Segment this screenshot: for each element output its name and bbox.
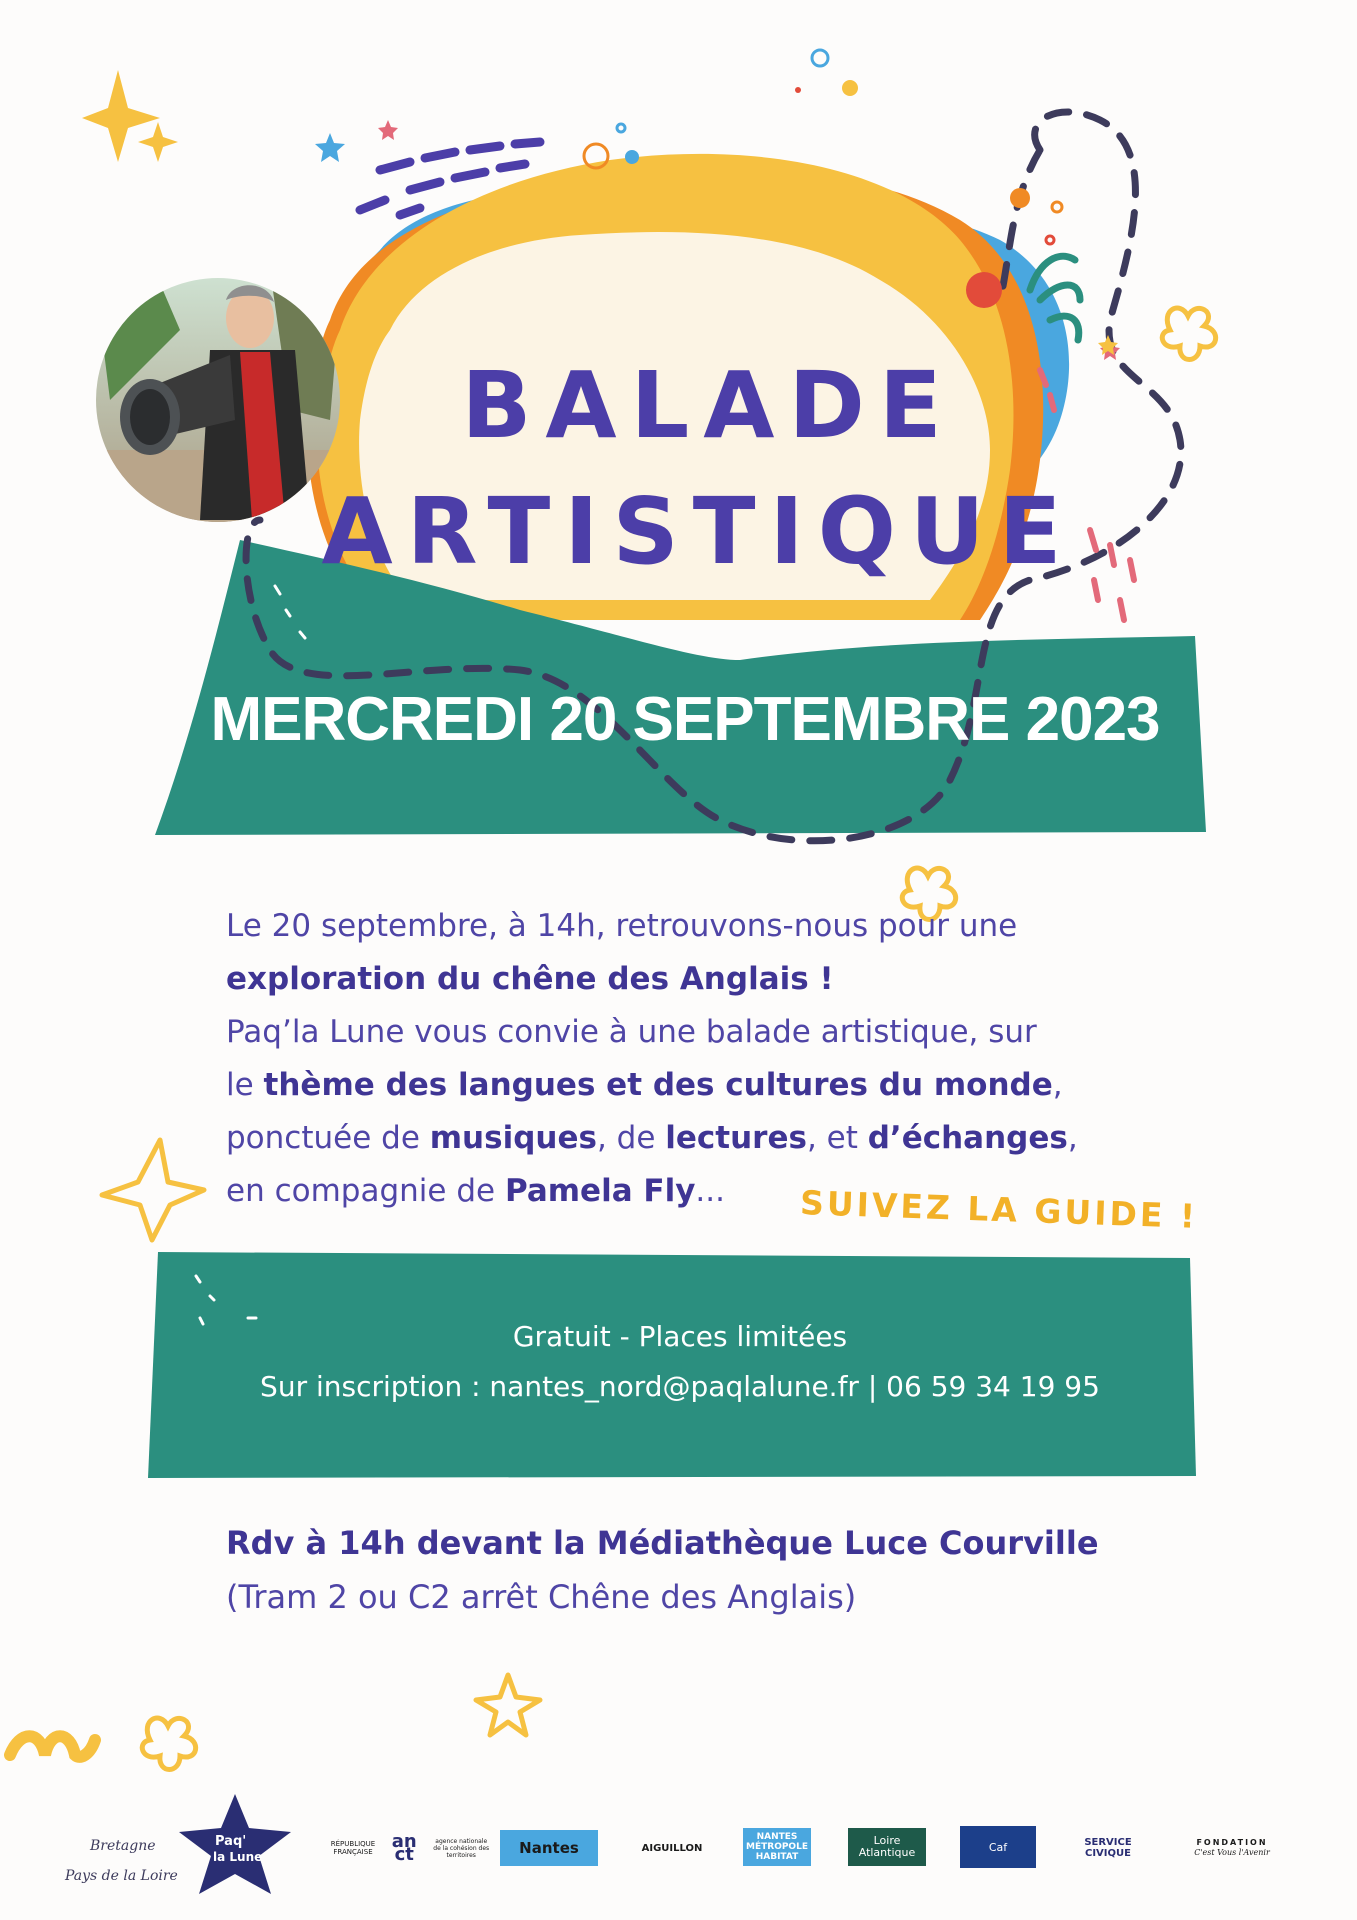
anct-logo-text: an ct	[391, 1831, 417, 1865]
meeting-transport: (Tram 2 ou C2 arrêt Chêne des Anglais)	[226, 1578, 857, 1616]
region-logo	[60, 1838, 190, 1898]
caf-logo-text: Caf	[988, 1840, 1008, 1854]
caf-logo	[960, 1826, 1036, 1868]
meeting-place: Rdv à 14h devant la Médiathèque Luce Courville	[226, 1524, 1099, 1562]
wave-decoration	[10, 1736, 95, 1757]
service-civique-logo-text: SERVICE CIVIQUE	[1084, 1837, 1132, 1859]
guide-name: Pamela Fly	[504, 1173, 696, 1209]
text-fragment: ,	[1067, 1120, 1078, 1156]
loire-logo-text: Loire Atlantique	[858, 1834, 916, 1859]
text-fragment: en compagnie de	[226, 1173, 505, 1209]
description-highlight: exploration du chêne des Anglais !	[226, 961, 834, 997]
nantes-logo	[500, 1830, 598, 1866]
paqlalune-logo-text-2: la Lune	[213, 1850, 263, 1864]
event-date: MERCREDI 20 SEPTEMBRE 2023	[210, 685, 1160, 754]
info-price: Gratuit - Places limitées	[512, 1320, 848, 1353]
description-line-4	[226, 1059, 1186, 1112]
text-fragment: ,	[1052, 1067, 1063, 1103]
text-fragment: , de	[596, 1120, 666, 1156]
text-fragment: ponctuée de	[226, 1120, 430, 1156]
reading-highlight: lectures	[665, 1120, 807, 1156]
fondation-logo-subtext: C'est Vous l'Avenir	[1194, 1848, 1270, 1857]
nantes-metropole-habitat-logo	[743, 1828, 811, 1866]
nmh-logo-text: NANTES MÉTROPOLE HABITAT	[746, 1832, 808, 1862]
aiguillon-logo	[632, 1826, 712, 1870]
republique-logo-text: RÉPUBLIQUE FRANÇAISE	[330, 1840, 376, 1856]
service-civique-logo	[1072, 1826, 1144, 1870]
meeting-info	[226, 1516, 1099, 1624]
paqlalune-logo-text-1: Paq'	[215, 1834, 247, 1849]
region-logo-line-1: Bretagne	[90, 1838, 156, 1854]
fondation-logo	[1172, 1826, 1292, 1870]
description-line-2	[226, 953, 1186, 1006]
text-fragment: ...	[695, 1173, 725, 1209]
anct-logo-subtext: agence nationale de la cohésion des territoires	[433, 1837, 490, 1859]
guide-callout: SUIVEZ LA GUIDE !	[799, 1183, 1199, 1236]
text-fragment: , et	[806, 1120, 868, 1156]
republique-francaise-logo	[332, 1826, 374, 1870]
info-registration: Sur inscription : nantes_nord@paqlalune.fr | 06 59 34 19 95	[260, 1370, 1100, 1403]
exchange-highlight: d’échanges	[867, 1120, 1068, 1156]
aiguillon-logo-text: AIGUILLON	[641, 1842, 703, 1854]
music-highlight: musiques	[429, 1120, 597, 1156]
description-line-5	[226, 1112, 1186, 1165]
info-box-shape	[148, 1252, 1196, 1478]
description-line-1: Le 20 septembre, à 14h, retrouvons-nous pour une	[226, 908, 1018, 944]
paqlalune-logo	[175, 1790, 295, 1900]
nantes-logo-text: Nantes	[519, 1838, 579, 1857]
theme-highlight: thème des langues et des cultures du monde	[263, 1067, 1053, 1103]
fondation-logo-text: FONDATION	[1196, 1838, 1268, 1847]
event-description	[226, 900, 1186, 1218]
loire-atlantique-logo	[848, 1828, 926, 1866]
description-line-3: Paq’la Lune vous convie à une balade artistique, sur	[226, 1014, 1037, 1050]
region-logo-line-2: Pays de la Loire	[65, 1868, 178, 1884]
anct-logo	[380, 1826, 490, 1870]
text-fragment: le	[226, 1067, 264, 1103]
title-line-2: ARTISTIQUE	[321, 478, 1076, 585]
title-line-1: BALADE	[461, 352, 956, 459]
